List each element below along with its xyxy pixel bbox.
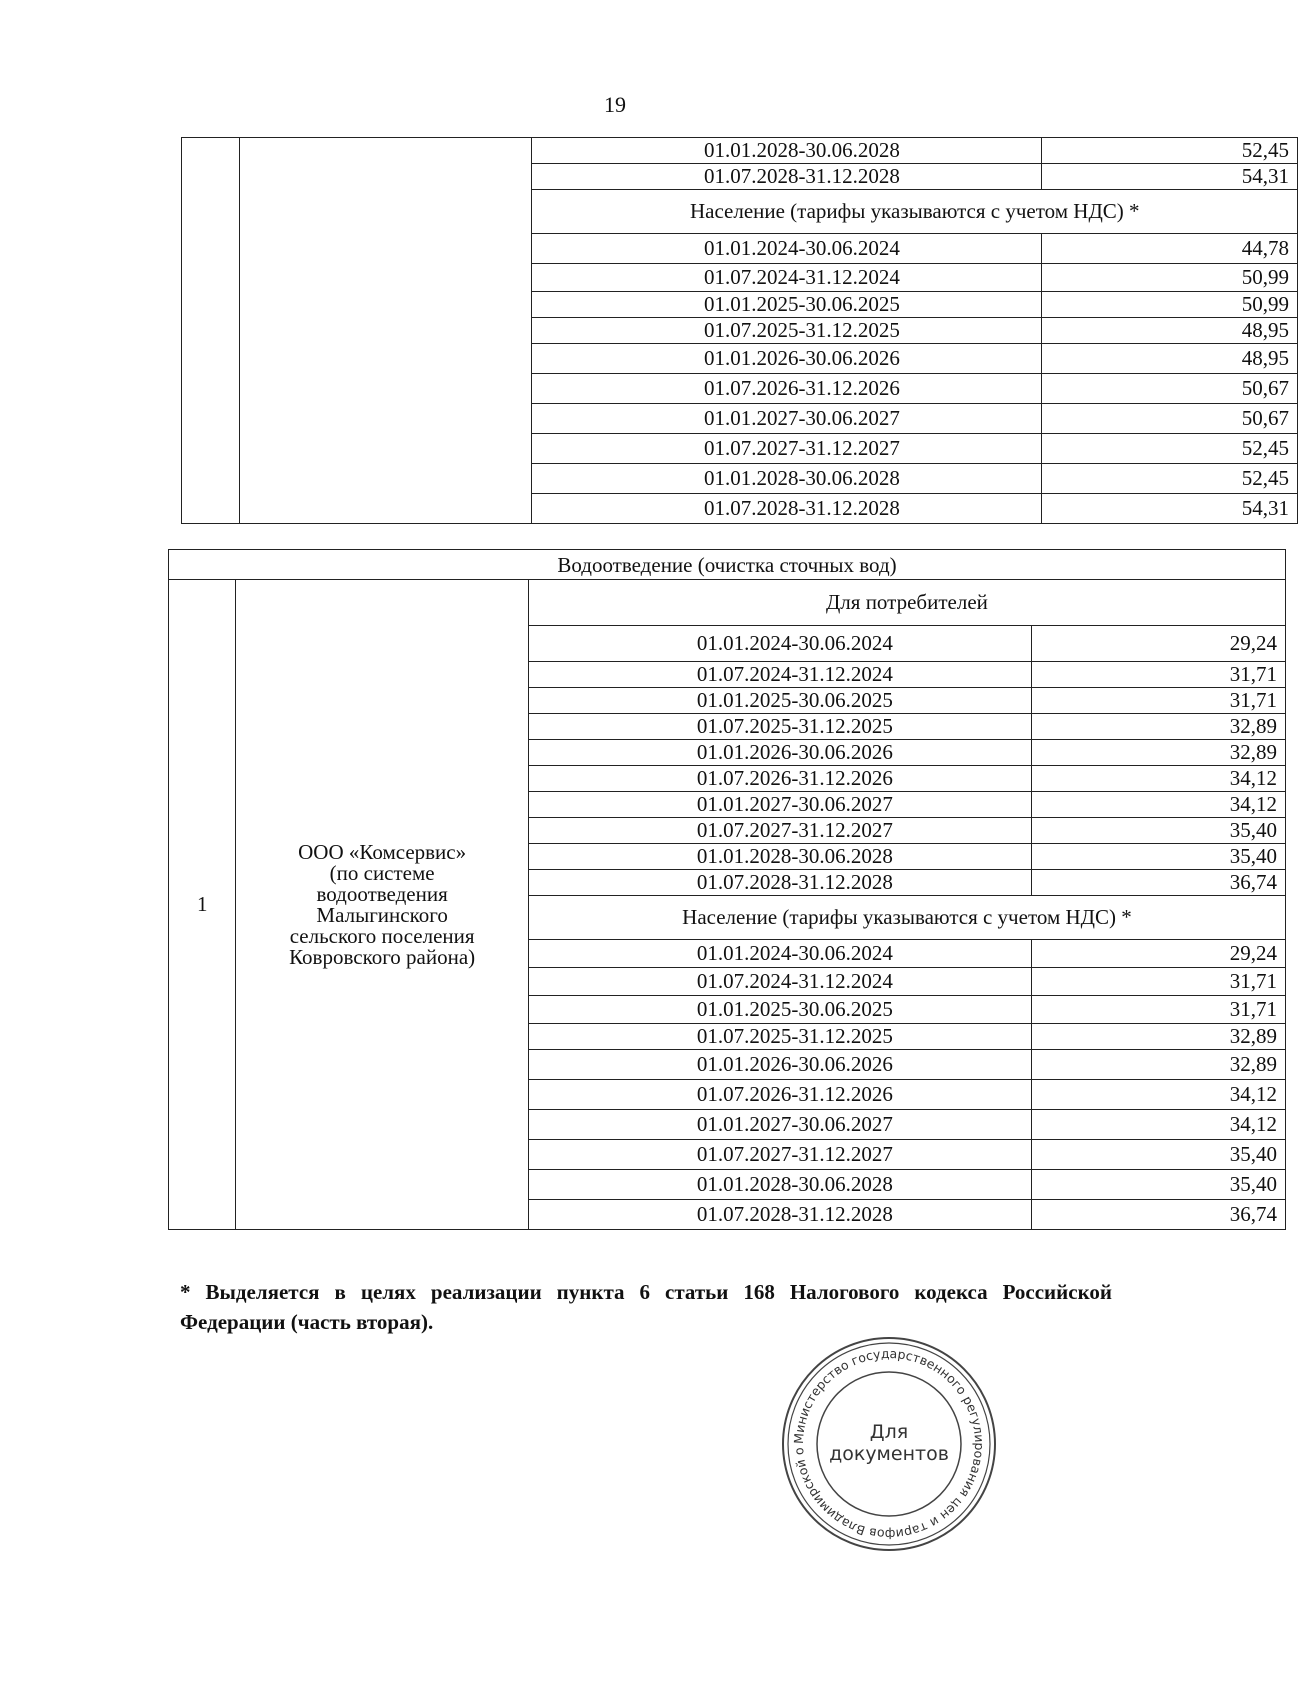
stamp-center-line2: документов [829,1443,949,1465]
period-cell: 01.01.2025-30.06.2025 [528,688,1031,714]
tariff-value-cell: 32,89 [1031,1024,1285,1050]
period-cell: 01.01.2027-30.06.2027 [528,1110,1031,1140]
period-cell: 01.07.2028-31.12.2028 [532,164,1042,190]
organization-line: сельского поселения [289,923,475,948]
tariff-value-cell: 32,89 [1031,1050,1285,1080]
period-cell: 01.01.2025-30.06.2025 [532,292,1042,318]
row-number-cell: 1 [169,580,236,1230]
period-cell: 01.07.2025-31.12.2025 [528,1024,1031,1050]
official-stamp [780,1335,998,1553]
table-row [169,580,1286,626]
period-cell: 01.01.2024-30.06.2024 [528,626,1031,662]
tariff-value-cell: 44,78 [1042,234,1298,264]
period-cell: 01.07.2026-31.12.2026 [528,766,1031,792]
period-cell: 01.07.2028-31.12.2028 [528,1200,1031,1230]
tariff-value-cell: 50,67 [1042,404,1298,434]
tariff-value-cell: 50,67 [1042,374,1298,404]
period-cell: 01.07.2027-31.12.2027 [528,818,1031,844]
tariff-value-cell: 48,95 [1042,318,1298,344]
tariff-value-cell: 32,89 [1031,740,1285,766]
tariff-value-cell: 32,89 [1031,714,1285,740]
page-number: 19 [604,92,626,117]
period-cell: 01.01.2028-30.06.2028 [528,1170,1031,1200]
tariff-value-cell: 35,40 [1031,1140,1285,1170]
tariff-value-cell: 35,40 [1031,1170,1285,1200]
tariff-value-cell: 36,74 [1031,1200,1285,1230]
tariff-value-cell: 34,12 [1031,1110,1285,1140]
tariff-value-cell: 50,99 [1042,264,1298,292]
organization-line: ООО «Комсервис» [298,839,467,864]
period-cell: 01.01.2024-30.06.2024 [532,234,1042,264]
period-cell: 01.01.2027-30.06.2027 [532,404,1042,434]
period-cell: 01.07.2028-31.12.2028 [528,870,1031,896]
tariff-value-cell: 31,71 [1031,688,1285,714]
tariff-value-cell: 29,24 [1031,940,1285,968]
tariff-value-cell: 34,12 [1031,766,1285,792]
tariff-value-cell: 34,12 [1031,792,1285,818]
tariff-value-cell: 35,40 [1031,844,1285,870]
tariff-value-cell: 52,45 [1042,434,1298,464]
period-cell: 01.07.2024-31.12.2024 [528,968,1031,996]
period-cell: 01.07.2026-31.12.2026 [528,1080,1031,1110]
organization-cell [236,580,528,1230]
period-cell: 01.07.2024-31.12.2024 [528,662,1031,688]
tariff-value-cell: 52,45 [1042,464,1298,494]
organization-line: водоотведения [316,881,448,906]
subheader-population: Население (тарифы указываются с учетом НДС) * [532,190,1298,234]
period-cell: 01.01.2026-30.06.2026 [528,740,1031,766]
organization-cell [240,138,532,524]
subheader-consumers: Для потребителей [528,580,1285,626]
period-cell: 01.07.2027-31.12.2027 [532,434,1042,464]
tariff-table-wastewater [168,579,1286,1230]
tariff-value-cell: 35,40 [1031,818,1285,844]
period-cell: 01.01.2026-30.06.2026 [532,344,1042,374]
tariff-value-cell: 29,24 [1031,626,1285,662]
period-cell: 01.01.2028-30.06.2028 [528,844,1031,870]
organization-line: Малыгинского [316,902,448,927]
tariff-table-water-supply-continued [181,137,1298,524]
period-cell: 01.07.2025-31.12.2025 [532,318,1042,344]
period-cell: 01.01.2025-30.06.2025 [528,996,1031,1024]
tariff-value-cell: 31,71 [1031,662,1285,688]
row-number-cell [182,138,240,524]
period-cell: 01.07.2024-31.12.2024 [532,264,1042,292]
period-cell: 01.07.2027-31.12.2027 [528,1140,1031,1170]
tariff-value-cell: 31,71 [1031,996,1285,1024]
tariff-value-cell: 31,71 [1031,968,1285,996]
tariff-value-cell: 36,74 [1031,870,1285,896]
tariff-value-cell: 50,99 [1042,292,1298,318]
section-title-wastewater: Водоотведение (очистка сточных вод) [168,549,1286,579]
period-cell: 01.01.2027-30.06.2027 [528,792,1031,818]
tariff-value-cell: 34,12 [1031,1080,1285,1110]
period-cell: 01.07.2025-31.12.2025 [528,714,1031,740]
footnote-vat: * Выделяется в целях реализации пункта 6 статьи 168 Налогового кодекса Российской Федерации (часть вторая). [180,1280,1112,1334]
period-cell: 01.01.2028-30.06.2028 [532,138,1042,164]
subheader-population: Население (тарифы указываются с учетом НДС) * [528,896,1285,940]
organization-line: Ковровского района) [289,944,476,969]
tariff-value-cell: 54,31 [1042,494,1298,524]
tariff-value-cell: 54,31 [1042,164,1298,190]
table-row [182,138,1298,164]
period-cell: 01.01.2024-30.06.2024 [528,940,1031,968]
stamp-ring-text: Министерство государственного регулирования цен и тарифов Владимирской о [790,1345,988,1543]
period-cell: 01.01.2028-30.06.2028 [532,464,1042,494]
period-cell: 01.07.2026-31.12.2026 [532,374,1042,404]
tariff-value-cell: 48,95 [1042,344,1298,374]
period-cell: 01.07.2028-31.12.2028 [532,494,1042,524]
period-cell: 01.01.2026-30.06.2026 [528,1050,1031,1080]
tariff-value-cell: 52,45 [1042,138,1298,164]
stamp-center-line1: Для [869,1421,909,1444]
organization-line: (по системе [329,860,435,885]
